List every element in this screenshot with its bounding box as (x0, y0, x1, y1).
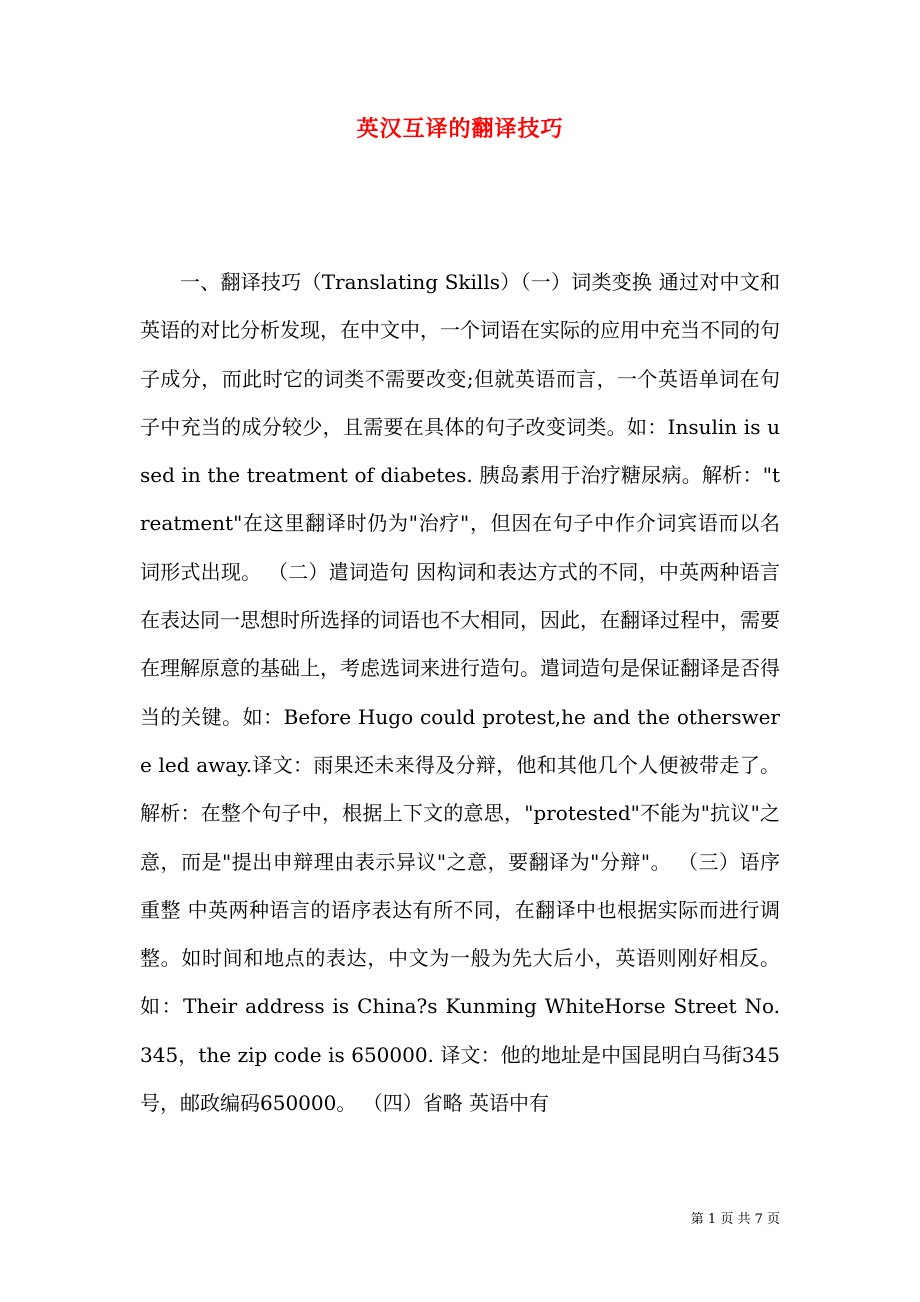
page-number-footer: 第 1 页 共 7 页 (690, 1212, 780, 1227)
document-title: 英汉互译的翻译技巧 (356, 116, 564, 142)
body-paragraph: 一、翻译技巧（Translating Skills）（一）词类变换 通过对中文和英语的对比分析发现，在中文中，一个词语在实际的应用中充当不同的句子成分，而此时它的词类不需要改变;但就英语而言，一个英语单词在句子中充当的成分较少，且需要在具体的句子改变词类。如：Insulin is used in the treatment of diabetes. 胰岛素用于治疗糖尿病。解析："treatment"在这里翻译时仍为"治疗"，但因在句子中作介词宾语而以名词形式出现。 （二）遣词造句 因构词和表达方式的不同，中英两种语言在表达同一思想时所选择的词语也不大相同，因此，在翻译过程中，需要在理解原意的基础上，考虑选词来进行造句。遣词造句是保证翻译是否得当的关键。如：Before Hugo could protest,he and the otherswere led away.译文：雨果还未来得及分辩，他和其他几个人便被带走了。解析：在整个句子中，根据上下文的意思，"protested"不能为"抗议"之意，而是"提出申辩理由表示异议"之意，要翻译为"分辩"。 （三）语序重整 中英两种语言的语序表达有所不同，在翻译中也根据实际而进行调整。如时间和地点的表达，中文为一般为先大后小，英语则刚好相反。如：Their address is China?s Kunming WhiteHorse Street No. 345，the zip code is 650000. 译文：他的地址是中国昆明白马街345号，邮政编码650000。 （四）省略 英语中有 (140, 270, 780, 1116)
